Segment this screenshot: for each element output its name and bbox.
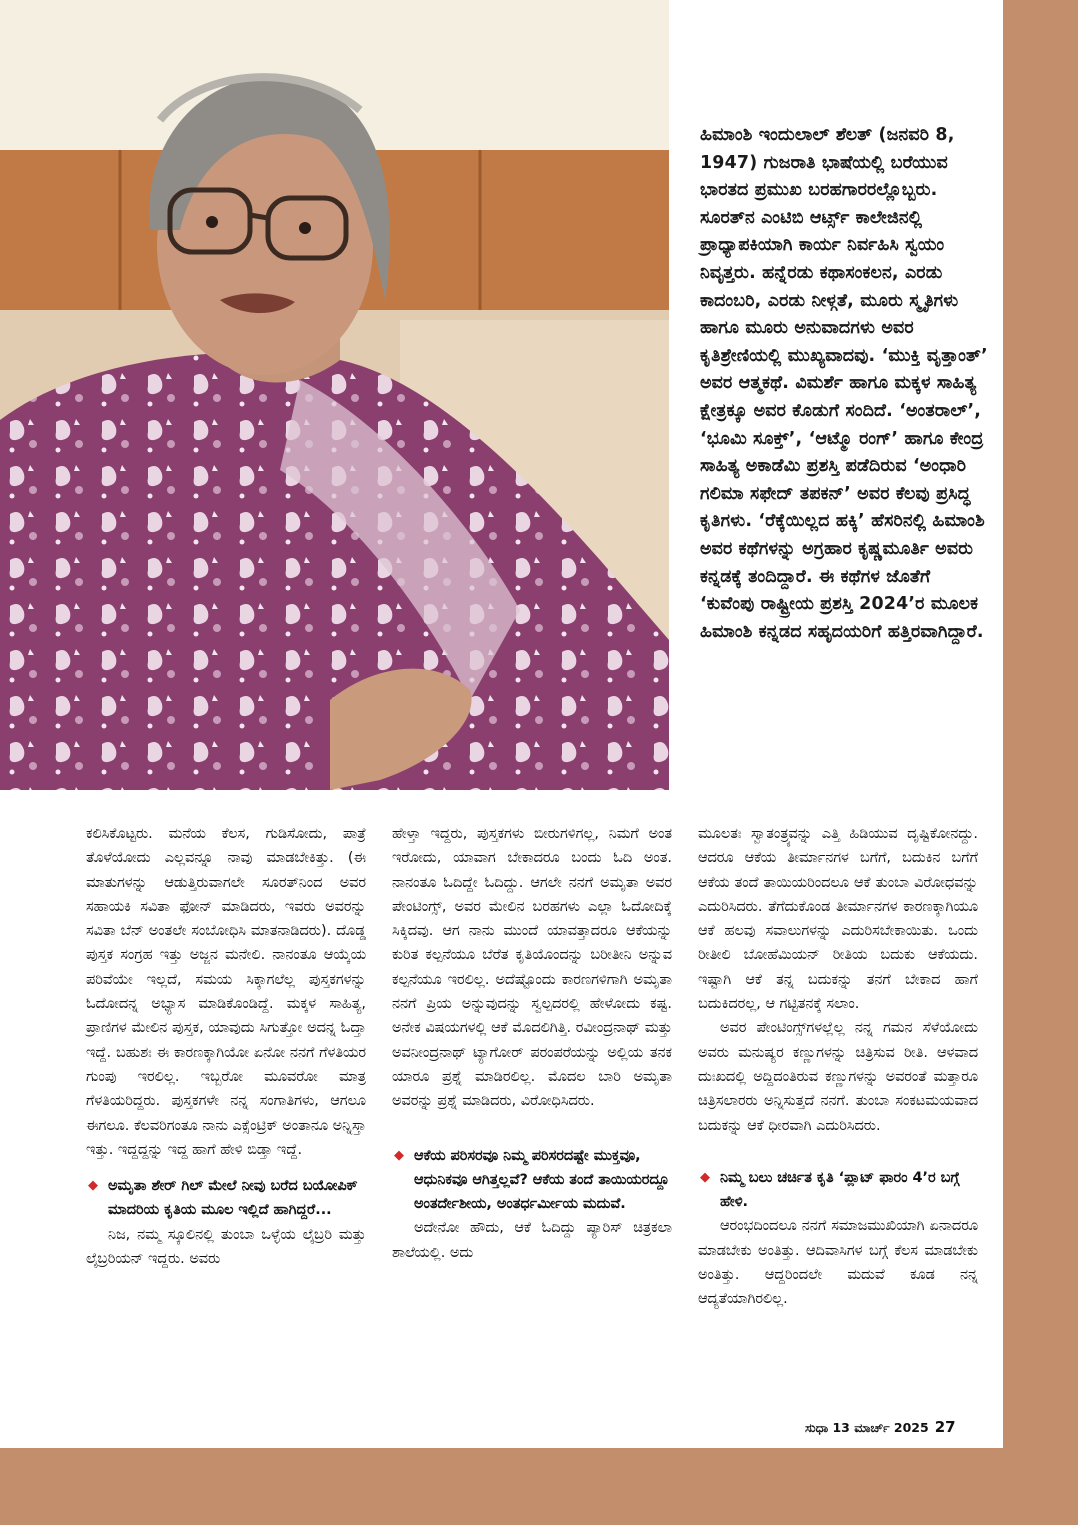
column-2	[392, 822, 672, 1265]
paragraph: ಕಲಿಸಿಕೊಟ್ಟರು. ಮನೆಯ ಕೆಲಸ, ಗುಡಿಸೋದು, ಪಾತ್ರೆ ತೊಳೆಯೋದು ಎಲ್ಲವನ್ನೂ ನಾವು ಮಾಡಬೇಕಿತ್ತು. (ಈ ಮಾತುಗಳನ್ನು ಆಡುತ್ತಿರುವಾಗಲೇ ಸೂರತ್‌ನಿಂದ ಅವರ ಸಹಾಯಕಿ ಸವಿತಾ ಫೋನ್ ಮಾಡಿದರು, ಇವರು ಅವರನ್ನು ಸವಿತಾ ಬೆನ್ ಅಂತಲೇ ಸಂಬೋಧಿಸಿ ಮಾತನಾಡಿದರು). ದೊಡ್ಡ ಪುಸ್ತಕ ಸಂಗ್ರಹ ಇತ್ತು ಅಜ್ಜನ ಮನೇಲಿ. ನಾನಂತೂ ಆಯ್ಕೆಯ ಪರಿವೆಯೇ ಇಲ್ಲದೆ, ಸಮಯ ಸಿಕ್ಕಾಗಲೆಲ್ಲ ಪುಸ್ತಕಗಳನ್ನು ಓದೋದನ್ನ ಅಭ್ಯಾಸ ಮಾಡಿಕೊಂಡಿದ್ದೆ. ಮಕ್ಕಳ ಸಾಹಿತ್ಯ, ಪ್ರಾಣಿಗಳ ಮೇಲಿನ ಪುಸ್ತಕ, ಯಾವುದು ಸಿಗುತ್ತೋ ಅದನ್ನ ಓದ್ತಾ ಇದ್ದೆ. ಬಹುಶಃ ಈ ಕಾರಣಕ್ಕಾಗಿಯೋ ಏನೋ ನನಗೆ ಗೆಳತಿಯರ ಗುಂಪು ಇರಲಿಲ್ಲ. ಇಬ್ಬರೋ ಮೂವರೋ ಮಾತ್ರ ಗೆಳತಿಯರಿದ್ದರು. ಪುಸ್ತಕಗಳೇ ನನ್ನ ಸಂಗಾತಿಗಳು, ಆಗಲೂ ಈಗಲೂ. ಕೆಲವರಿಗಂತೂ ನಾನು ಎಕ್ಸೆಂಟ್ರಿಕ್ ಅಂತಾನೂ ಅನ್ನಿಸ್ತಾ ಇತ್ತು. ಇದ್ದದ್ದನ್ನು ಇದ್ದ ಹಾಗೆ ಹೇಳಿ ಬಿಡ್ತಾ ಇದ್ದೆ.	[86, 826, 366, 1158]
paragraph: ಆರಂಭದಿಂದಲೂ ನನಗೆ ಸಮಾಜಮುಖಿಯಾಗಿ ಏನಾದರೂ ಮಾಡಬೇಕು ಅಂತಿತ್ತು. ಆದಿವಾಸಿಗಳ ಬಗ್ಗೆ ಕೆಲಸ ಮಾಡಬೇಕು ಅಂತಿತ್ತು. ಆದ್ದರಿಂದಲೇ ಮದುವೆ ಕೂಡ ನನ್ನ ಆದ್ಯತೆಯಾಗಿರಲಿಲ್ಲ.	[698, 1218, 978, 1308]
page-footer	[805, 1418, 956, 1436]
interview-question: ◆ ಅಮೃತಾ ಶೇರ್ ಗಿಲ್ ಮೇಲೆ ನೀವು ಬರೆದ ಬಯೋಪಿಕ್ ಮಾದರಿಯ ಕೃತಿಯ ಮೂಲ ಇಲ್ಲಿದೆ ಹಾಗಿದ್ದರೆ...	[86, 1174, 366, 1223]
interview-columns	[0, 822, 1003, 1382]
column-3	[698, 822, 978, 1312]
paragraph: ಮೂಲತಃ ಸ್ವಾತಂತ್ರ್ಯವನ್ನು ಎತ್ತಿ ಹಿಡಿಯುವ ದೃಷ್ಟಿಕೋನದ್ದು. ಆದರೂ ಆಕೆಯ ತೀರ್ಮಾನಗಳ ಬಗೆಗೆ, ಬದುಕಿನ ಬಗೆಗೆ ಆಕೆಯ ತಂದೆ ತಾಯಿಯರಿಂದಲೂ ಆಕೆ ತುಂಬಾ ವಿರೋಧವನ್ನು ಎದುರಿಸಿದರು. ತೆಗೆದುಕೊಂಡ ತೀರ್ಮಾನಗಳ ಕಾರಣಕ್ಕಾಗಿಯೂ ಆಕೆ ಹಲವು ಸವಾಲುಗಳನ್ನು ಎದುರಿಸಬೇಕಾಯಿತು. ಒಂದು ರೀತೀಲಿ ಬೋಹೆಮಿಯನ್ ರೀತಿಯ ಬದುಕು ಆಕೆಯದು. ಇಷ್ಟಾಗಿ ಆಕೆ ತನ್ನ ಬದುಕನ್ನು ತನಗೆ ಬೇಕಾದ ಹಾಗೆ ಬದುಕಿದರಲ್ಲ, ಆ ಗಟ್ಟಿತನಕ್ಕೆ ಸಲಾಂ.	[698, 826, 978, 1013]
portrait-photo	[0, 0, 669, 790]
author-bio-text: ಹಿಮಾಂಶಿ ಇಂದುಲಾಲ್ ಶೆಲತ್ (ಜನವರಿ 8, 1947) ಗುಜರಾತಿ ಭಾಷೆಯಲ್ಲಿ ಬರೆಯುವ ಭಾರತದ ಪ್ರಮುಖ ಬರಹಗಾರರಲ್ಲೊಬ್ಬರು. ಸೂರತ್‌ನ ಎಂಟಿಬಿ ಆರ್ಟ್ಸ್ ಕಾಲೇಜಿನಲ್ಲಿ ಪ್ರಾಧ್ಯಾಪಕಿಯಾಗಿ ಕಾರ್ಯ ನಿರ್ವಹಿಸಿ ಸ್ವಯಂ ನಿವೃತ್ತರು. ಹನ್ನೆರಡು ಕಥಾಸಂಕಲನ, ಎರಡು ಕಾದಂಬರಿ, ಎರಡು ನೀಳ್ಗತೆ, ಮೂರು ಸ್ಮೃತಿಗಳು ಹಾಗೂ ಮೂರು ಅನುವಾದಗಳು ಅವರ ಕೃತಿಶ್ರೇಣಿಯಲ್ಲಿ ಮುಖ್ಯವಾದವು. ‘ಮುಕ್ತಿ ವೃತ್ತಾಂತ್’ ಅವರ ಆತ್ಮಕಥೆ. ವಿಮರ್ಶೆ ಹಾಗೂ ಮಕ್ಕಳ ಸಾಹಿತ್ಯ ಕ್ಷೇತ್ರಕ್ಕೂ ಅವರ ಕೊಡುಗೆ ಸಂದಿದೆ. ‘ಅಂತರಾಲ್’, ‘ಭೂಮಿ ಸೂಕ್ತ್’, ‘ಆಟ್ಮೊ ರಂಗ್’ ಹಾಗೂ ಕೇಂದ್ರ ಸಾಹಿತ್ಯ ಅಕಾಡೆಮಿ ಪ್ರಶಸ್ತಿ ಪಡೆದಿರುವ ‘ಅಂಧಾರಿ ಗಲಿಮಾ ಸಫೇದ್ ತಪಕನ್’ ಅವರ ಕೆಲವು ಪ್ರಸಿದ್ಧ ಕೃತಿಗಳು. ‘ರೆಕ್ಕೆಯಿಲ್ಲದ ಹಕ್ಕಿ’ ಹೆಸರಿನಲ್ಲಿ ಹಿಮಾಂಶಿ ಅವರ ಕಥೆಗಳನ್ನು ಅಗ್ರಹಾರ ಕೃಷ್ಣಮೂರ್ತಿ ಅವರು ಕನ್ನಡಕ್ಕೆ ತಂದಿದ್ದಾರೆ. ಈ ಕಥೆಗಳ ಜೊತೆಗೆ ‘ಕುವೆಂಪು ರಾಷ್ಟ್ರೀಯ ಪ್ರಶಸ್ತಿ 2024’ರ ಮೂಲಕ ಹಿಮಾಂಶಿ ಕನ್ನಡದ ಸಹೃದಯರಿಗೆ ಹತ್ತಿರವಾಗಿದ್ದಾರೆ.	[700, 125, 988, 642]
interview-question: ◆ ನಿಮ್ಮ ಬಲು ಚರ್ಚಿತ ಕೃತಿ ‘ಪ್ಲಾಟ್ ಫಾರಂ 4’ರ ಬಗ್ಗೆ ಹೇಳಿ.	[698, 1166, 978, 1215]
interview-question: ◆ ಆಕೆಯ ಪರಿಸರವೂ ನಿಮ್ಮ ಪರಿಸರದಷ್ಟೇ ಮುಕ್ತವೂ, ಆಧುನಿಕವೂ ಆಗಿತ್ತಲ್ಲವೆ? ಆಕೆಯ ತಂದೆ ತಾಯಿಯರದ್ದೂ ಅಂತರ್ದೇಶೀಯ, ಅಂತರ್ಧರ್ಮೀಯ ಮದುವೆ.	[392, 1144, 672, 1217]
paragraph: ನಿಜ, ನಮ್ಮ ಸ್ಕೂಲಿನಲ್ಲಿ ತುಂಬಾ ಒಳ್ಳೆಯ ಲೈಬ್ರರಿ ಮತ್ತು ಲೈಬ್ರರಿಯನ್ ಇದ್ದರು. ಅವರು	[86, 1226, 366, 1268]
magazine-issue: ಸುಧಾ 13 ಮಾರ್ಚ್ 2025	[805, 1420, 929, 1435]
page-number: 27	[934, 1418, 956, 1436]
author-bio-box	[670, 74, 1003, 790]
paragraph: ಹೇಳ್ತಾ ಇದ್ದರು, ಪುಸ್ತಕಗಳು ಬೀರುಗಳಿಗಲ್ಲ, ನಿಮಗೆ ಅಂತ ಇರೋದು, ಯಾವಾಗ ಬೇಕಾದರೂ ಬಂದು ಓದಿ ಅಂತ. ನಾನಂತೂ ಓದಿದ್ದೇ ಓದಿದ್ದು. ಆಗಲೇ ನನಗೆ ಅಮೃತಾ ಅವರ ಪೇಂಟಿಂಗ್ಸ್, ಅವರ ಮೇಲಿನ ಬರಹಗಳು ಎಲ್ಲಾ ಓದೋದಿಕ್ಕೆ ಸಿಕ್ಕಿದವು. ಆಗ ನಾನು ಮುಂದೆ ಯಾವತ್ತಾದರೂ ಆಕೆಯನ್ನು ಕುರಿತ ಕಲ್ಪನೆಯೂ ಬೆರೆತ ಕೃತಿಯೊಂದನ್ನು ಬರೀತೀನಿ ಅನ್ನುವ ಕಲ್ಪನೆಯೂ ಇರಲಿಲ್ಲ. ಅದೆಷ್ಟೊಂದು ಕಾರಣಗಳಿಗಾಗಿ ಅಮೃತಾ ನನಗೆ ಪ್ರಿಯ ಅನ್ನುವುದನ್ನು ಸ್ವಲ್ಪದರಲ್ಲಿ ಹೇಳೋದು ಕಷ್ಟ. ಅನೇಕ ವಿಷಯಗಳಲ್ಲಿ ಆಕೆ ಮೊದಲಿಗಿತ್ತಿ. ರವೀಂದ್ರನಾಥ್ ಮತ್ತು ಅವನೀಂದ್ರನಾಥ್ ಟ್ಯಾಗೋರ್ ಪರಂಪರೆಯನ್ನು ಅಲ್ಲಿಯ ತನಕ ಯಾರೂ ಪ್ರಶ್ನೆ ಮಾಡಿರಲಿಲ್ಲ. ಮೊದಲ ಬಾರಿ ಅಮೃತಾ ಅವರನ್ನು ಪ್ರಶ್ನೆ ಮಾಡಿದರು, ವಿರೋಧಿಸಿದರು.	[392, 826, 672, 1110]
column-1	[86, 822, 366, 1271]
paragraph: ಅದೇನೋ ಹೌದು, ಆಕೆ ಓದಿದ್ದು ಪ್ಯಾರಿಸ್ ಚಿತ್ರಕಲಾ ಶಾಲೆಯಲ್ಲಿ. ಅದು	[392, 1220, 672, 1261]
portrait-illustration	[0, 0, 669, 790]
paragraph: ಅವರ ಪೇಂಟಿಂಗ್ಸ್‌ಗಳಲ್ಲೆಲ್ಲ ನನ್ನ ಗಮನ ಸೆಳೆಯೋದು ಅವರು ಮನುಷ್ಯರ ಕಣ್ಣುಗಳನ್ನು ಚಿತ್ರಿಸುವ ರೀತಿ. ಆಳವಾದ ದುಃಖದಲ್ಲಿ ಅದ್ದಿದಂತಿರುವ ಕಣ್ಣುಗಳನ್ನು ಅವರಂತೆ ಮತ್ತಾರೂ ಚಿತ್ರಿಸಲಾರರು ಅನ್ನಿಸುತ್ತದೆ ನನಗೆ. ತುಂಬಾ ಸಂಕಟಮಯವಾದ ಬದುಕನ್ನು ಆಕೆ ಧೀರವಾಗಿ ಎದುರಿಸಿದರು.	[698, 1020, 978, 1134]
